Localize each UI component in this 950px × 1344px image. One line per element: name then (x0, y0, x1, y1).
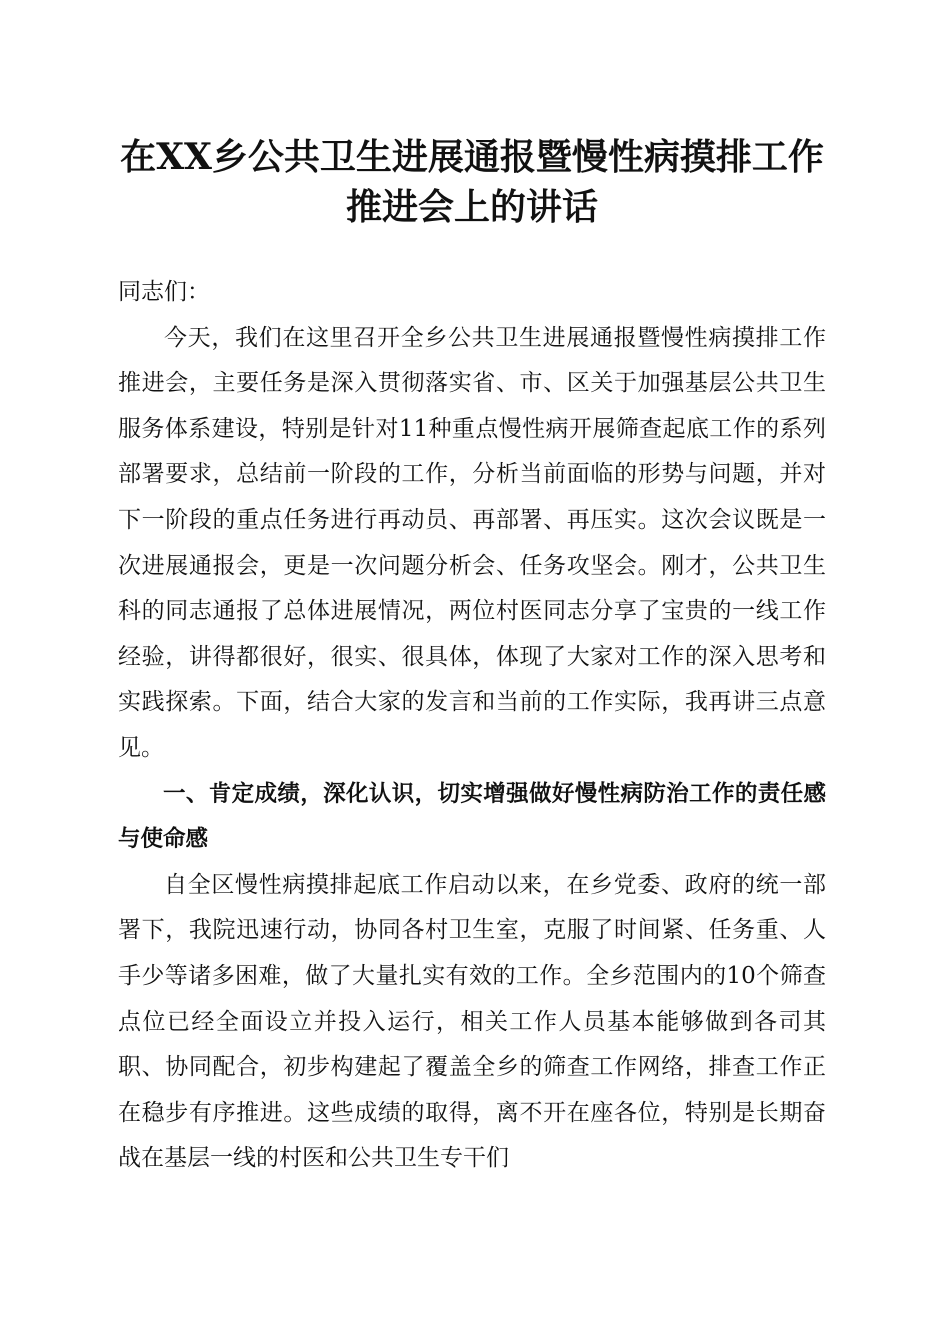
salutation: 同志们： (118, 279, 210, 305)
document-page (118, 132, 826, 1182)
section-heading-1: 一、肯定成绩，深化认识，切实增强做好慢性病防治工作的责任感与使命感 (118, 780, 826, 853)
paragraph-section-1: 自全区慢性病摸排起底工作启动以来，在乡党委、政府的统一部署下，我院迅速行动，协同各村卫生室，克服了时间紧、任务重、人手少等诸多困难，做了大量扎实有效的工作。全乡范围内的10个筛查点位已经全面设立并投入运行，相关工作人员基本能够做到各司其职、协同配合，初步构建起了覆盖全乡的筛查工作网络，排查工作正在稳步有序推进。这些成绩的取得，离不开在座各位，特别是长期奋战在基层一线的村医和公共卫生专干们 (118, 871, 826, 1172)
title-line-2: 推进会上的讲话 (345, 186, 598, 228)
document-title (118, 132, 826, 232)
document-body (118, 270, 826, 1182)
paragraph-intro: 今天，我们在这里召开全乡公共卫生进展通报暨慢性病摸排工作推进会，主要任务是深入贯彻落实省、市、区关于加强基层公共卫生服务体系建设，特别是针对11种重点慢性病开展筛查起底工作的系列部署要求，总结前一阶段的工作，分析当前面临的形势与问题，并对下一阶段的重点任务进行再动员、再部署、再压实。这次会议既是一次进展通报会，更是一次问题分析会、任务攻坚会。刚才，公共卫生科的同志通报了总体进展情况，两位村医同志分享了宝贵的一线工作经验，讲得都很好，很实、很具体，体现了大家对工作的深入思考和实践探索。下面，结合大家的发言和当前的工作实际，我再讲三点意见。 (118, 324, 826, 761)
title-line-1: 在XX乡公共卫生进展通报暨慢性病摸排工作 (120, 136, 824, 178)
